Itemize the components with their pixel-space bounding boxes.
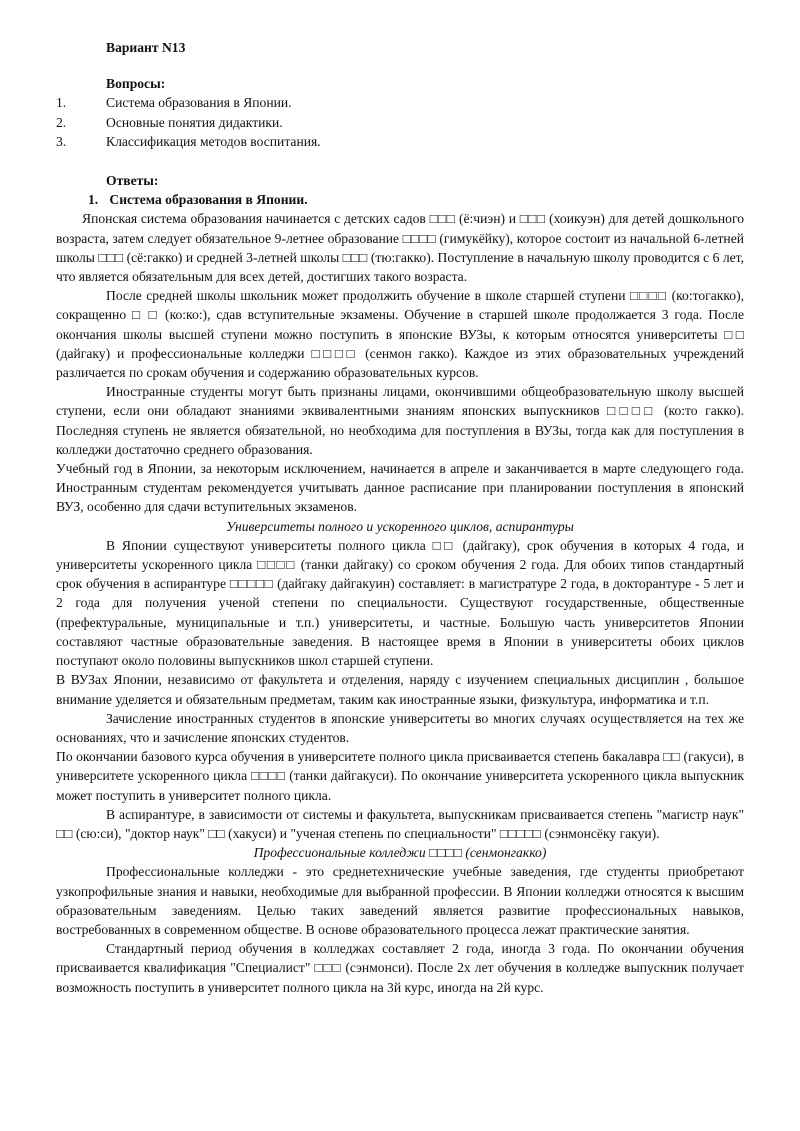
question-number: 1. [56,95,67,111]
question-number: 2. [56,114,67,130]
question-text: Основные понятия дидактики. [106,114,283,130]
paragraph: Стандартный период обучения в колледжах составляет 2 года, иногда 3 года. По окончании обучения присваивается квалификация "Специалист" □□□ (сэнмонси). После 2х лет обучения в колледже выпускник получает возможность поступить в университет полного цикла на 3й курс, иногда на 2й курс. [56,941,744,995]
paragraph: Профессиональные колледжи - это среднетехнические учебные заведения, где студенты приобретают узкопрофильные знания и навыки, необходимые для выбранной профессии. В Японии колледжи относятся к высшим образовательным заведениям. Целью таких заведений является развитие профессиональных навыков, востребованных в современном обществе. В основе образовательного процесса лежат практические занятия. [56,864,744,937]
question-item [56,132,744,151]
paragraph: Зачисление иностранных студентов в японские университеты во многих случаях осуществляется на тех же основаниях, что и зачисление японских студентов. [56,710,744,745]
questions-list [56,93,744,151]
paragraph: По окончании базового курса обучения в университете полного цикла присваивается степень бакалавра □□ (гакуси), в университете ускоренного цикла □□□□ (танки дайгакуси). По окончание университета ускоренного цикла выпускник может поступить в университет полного цикла. [56,749,744,803]
question-number: 3. [56,133,67,149]
paragraph: Учебный год в Японии, за некоторым исключением, начинается в апреле и заканчивается в марте следующего года. Иностранным студентам рекомендуется учитывать данное расписание при планировании поступления в японский ВУЗ, особенно для сдачи вступительных экзаменов. [56,461,744,515]
paragraph: Японская система образования начинается с детских садов □□□ (ё:чиэн) и □□□ (хоикуэн) для детей дошкольного возраста, затем следует обязательное 9-летнее образование □□□□ (гимукёйку), которое состоит из начальной 6-летней школы □□□ (сё:гакко) и средней 3-летней школы □□□ (тю:гакко). Поступление в начальную школу проводится с 6 лет, что является обязательным для всех детей, достигших такого возраста. [56,211,744,285]
paragraph: После средней школы школьник может продолжить обучение в школе старшей ступени □□□□ (ко:тогакко), сокращенно □ □ (ко:ко:), сдав вступительные экзамены. Обучение в старшей школе продолжается 3 года. После окончания школы высшей ступени можно поступить в японские ВУЗы, к которым относятся университеты □□ (дайгаку) и профессиональные колледжи □□□□ (сенмон гакко). Каждое из этих образовательных учреждений различается по срокам обучения и содержанию образовательных курсов. [56,288,744,381]
questions-header: Вопросы: [106,76,166,92]
variant-title: Вариант N13 [106,40,186,55]
answers-header: Ответы: [106,173,159,189]
question-item [56,93,744,112]
paragraph: В аспирантуре, в зависимости от системы и факультета, выпускникам присваивается степень "магистр наук" □□ (сю:си), "доктор наук" □□ (хакуси) и "ученая степень по специальности" □□□□□ (сэнмонсёку гакуи). [56,806,744,841]
section-number: 1. [88,192,99,208]
paragraph: В ВУЗах Японии, независимо от факультета и отделения, наряду с изучением специальных дисциплин , большое внимание уделяется и обязательным предметам, таким как иностранные языки, физкультура, информатика и т.п. [56,672,744,707]
paragraph: В Японии существуют университеты полного цикла □□ (дайгаку), срок обучения в которых 4 года, и университеты ускоренного цикла □□□□ (танки дайгаку) со сроком обучения 2 года. Для обоих типов стандартный срок обучения в аспирантуре □□□□□ (дайгаку дайгакуин) составляет: в магистратуре 2 года, в докторантуре - 5 лет и 2 года для получения ученой степени по специальности. Существуют государственные, общественные (префектуральные, муниципальные и т.п.) университеты, и частные. Большую часть университетов Японии составляют частные образовательные заведения. В настоящее время в Японии в университеты обоих циклов поступают около половины выпускников школ старшей ступени. [56,537,744,669]
question-text: Система образования в Японии. [106,95,292,111]
section-title-text: Система образования в Японии. [109,192,308,208]
subheading: Университеты полного и ускоренного циклов, аспирантуры [226,518,574,534]
section-title [88,190,744,209]
paragraph: Иностранные студенты могут быть признаны лицами, окончившими общеобразовательную школу высшей ступени, если они обладают знаниями эквивалентными знаниям японских выпускников □□□□ (ко:то гакко). Последняя ступень не является обязательной, но необходима для поступления в ВУЗы, тогда как для поступления в колледжи достаточно среднего образования. [56,384,744,457]
question-text: Классификация методов воспитания. [106,133,321,149]
question-item [56,113,744,132]
subheading: Профессиональные колледжи □□□□ (сенмонгакко) [253,845,547,861]
